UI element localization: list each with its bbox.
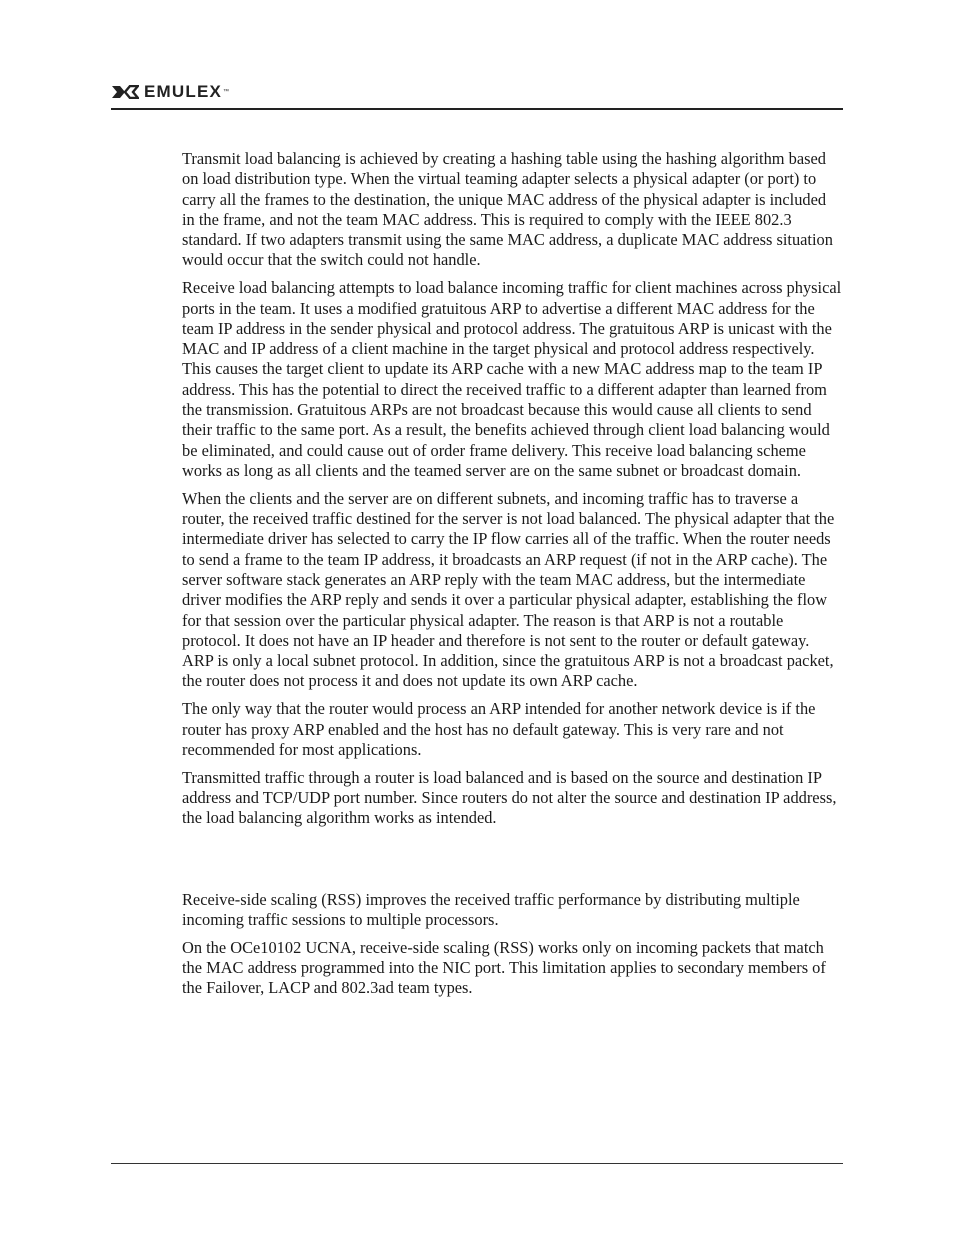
page-header bbox=[111, 78, 843, 110]
footer-rule bbox=[111, 1163, 843, 1164]
logo-wordmark: EMULEX bbox=[144, 82, 223, 101]
header-rule bbox=[111, 108, 843, 110]
paragraph-rss-intro: Receive-side scaling (RSS) improves the received traffic performance by distributing multiple incoming traffic sessions to multiple processors. bbox=[182, 889, 800, 929]
paragraph-rss-limitation: On the OCe10102 UCNA, receive-side scaling (RSS) works only on incoming packets that match the MAC address programmed into the NIC port. This limitation applies to secondary members of the Failover, LACP and 802.3ad team types. bbox=[182, 937, 826, 998]
document-body bbox=[182, 149, 842, 1006]
paragraph-transmit-load-balancing: Transmit load balancing is achieved by creating a hashing table using the hashing algorithm based on load distribution type. When the virtual teaming adapter selects a physical adapter (or port) to carry all the frames to the destination, the unique MAC address of the physical adapter is included in the frame, and not the team MAC address. This is required to comply with the IEEE 802.3 standard. If two adapters transmit using the same MAC address, a duplicate MAC address situation would occur that the switch could not handle. bbox=[182, 149, 833, 270]
paragraph-router-traffic: Transmitted traffic through a router is load balanced and is based on the source and destination IP address and TCP/UDP port number. Since routers do not alter the source and destination IP address, the load balancing algorithm works as intended. bbox=[182, 767, 837, 828]
paragraph-different-subnets: When the clients and the server are on different subnets, and incoming traffic has to traverse a router, the received traffic destined for the server is not load balanced. The physical adapter that the intermediate driver has selected to carry the IP flow carries all of the traffic. When the router needs to send a frame to the team IP address, it broadcasts an ARP request (if not in the ARP cache). The server software stack generates an ARP reply with the team MAC address, but the intermediate driver modifies the ARP reply and sends it over a particular physical adapter, establishing the flow for that session over the particular physical adapter. The reason is that ARP is not a routable protocol. It does not have an IP header and therefore is not sent to the router or default gateway. ARP is only a local subnet protocol. In addition, since the gratuitous ARP is not a broadcast packet, the router does not process it and does not update its own ARP cache. bbox=[182, 488, 835, 691]
logo-trademark: ™ bbox=[223, 89, 230, 95]
emulex-logo bbox=[111, 82, 229, 102]
emulex-logo-mark-icon bbox=[111, 85, 139, 99]
paragraph-receive-load-balancing: Receive load balancing attempts to load balance incoming traffic for client machines across physical ports in the team. It uses a modified gratuitous ARP to advertise a different MAC address for the team IP address in the sender physical and protocol address. The gratuitous ARP is unicast with the MAC and IP address of a client machine in the target physical and protocol address respectively. This causes the target client to update its ARP cache with a new MAC address map to the team IP address. This has the potential to direct the received traffic to a different adapter than learned from the transmission. Gratuitous ARPs are not broadcast because this would cause all clients to send their traffic to the same port. As a result, the benefits achieved through client load balancing would be eliminated, and could cause out of order frame delivery. This receive load balancing scheme works as long as all clients and the teamed server are on the same subnet or broadcast domain. bbox=[182, 278, 842, 480]
paragraph-proxy-arp: The only way that the router would process an ARP intended for another network device is if the router has proxy ARP enabled and the host has no default gateway. This is very rare and not recommended for most applications. bbox=[182, 699, 816, 759]
